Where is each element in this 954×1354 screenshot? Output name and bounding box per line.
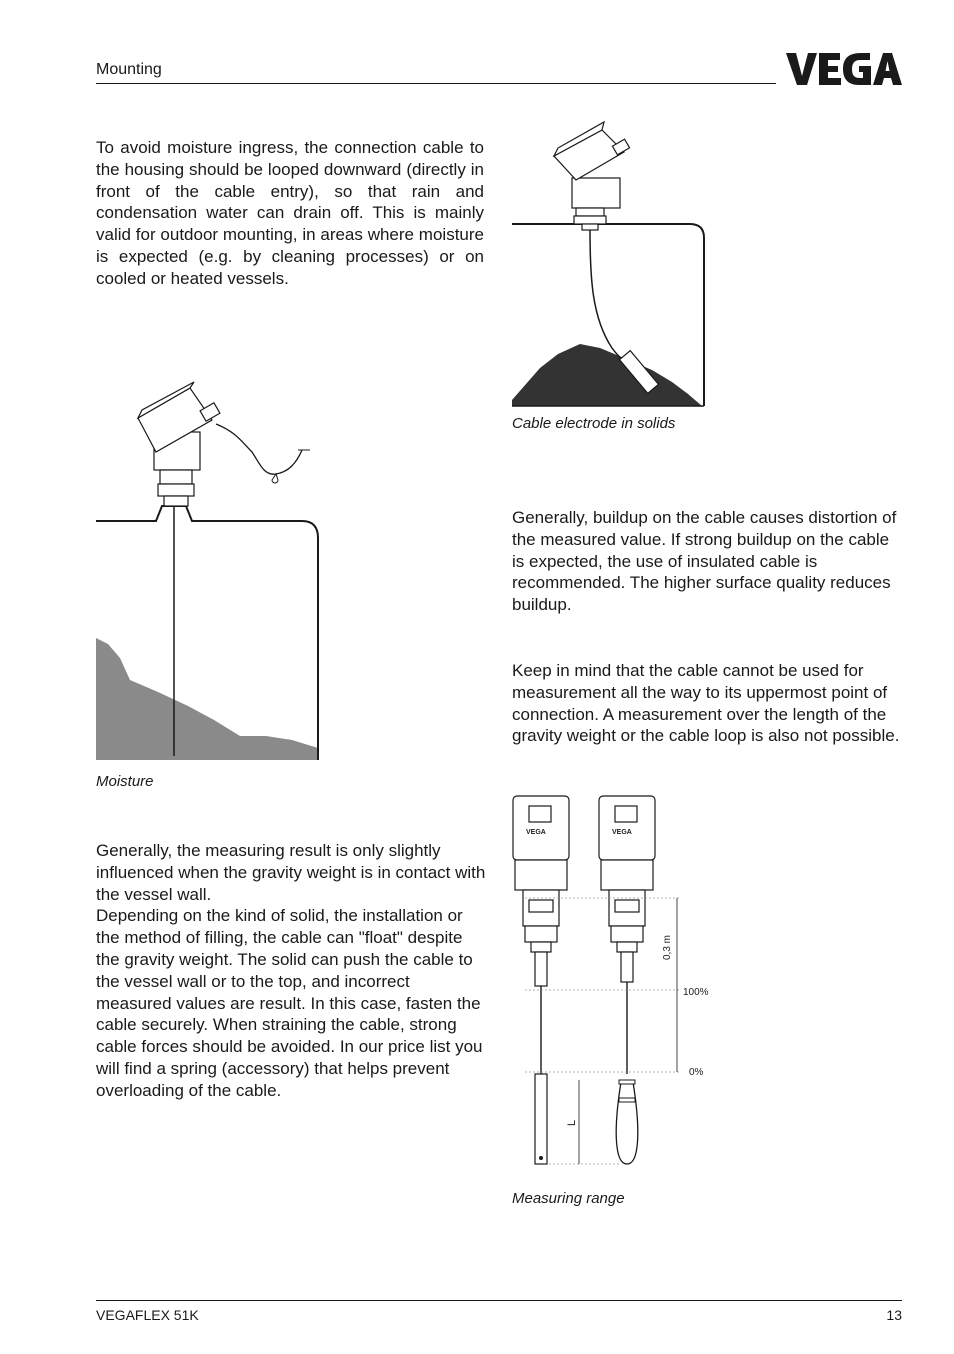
measuring-range-figure [505, 792, 725, 1172]
header-rule [96, 83, 776, 84]
footer-product: VEGAFLEX 51K [96, 1307, 199, 1323]
solids-figure [512, 118, 712, 410]
housing-brand-right: VEGA [612, 829, 632, 836]
housing-brand-left: VEGA [526, 829, 546, 836]
length-label: L [566, 1119, 578, 1126]
full-level-label: 100% [683, 987, 709, 998]
distance-label: 0,3 m [662, 934, 673, 960]
vega-logo [786, 50, 902, 88]
moisture-figure [96, 380, 324, 764]
caption-solids: Cable electrode in solids [512, 415, 676, 432]
empty-level-label: 0% [689, 1067, 704, 1078]
buildup-paragraph: Generally, buildup on the cable causes distortion of the measured value. If strong buildup on the cable is expected, the use of insulated cable is recommended. The higher surface quality reduces buildup. [512, 508, 897, 615]
wall-paragraph: Generally, the measuring result is only slightly influenced when the gravity weight is in contact with the vessel wall. Depending on the kind of solid, the installation or the method of filling, the cable can "float" despite the gravity weight. The solid can push the cable to the vessel wall or to the top, and incorrect measured values are result. In this case, fasten the cable securely. When straining the cable, strong cable forces should be avoided. In our price list you will find a spring (accessory) that helps prevent overloading of the cable. [96, 841, 486, 1100]
page-number: 13 [886, 1307, 902, 1323]
range-paragraph: Keep in mind that the cable cannot be used for measurement all the way to its uppermost point of connection. A measurement over the length of the gravity weight or the cable loop is also not possible. [512, 661, 900, 746]
caption-moisture: Moisture [96, 773, 154, 790]
section-title: Mounting [96, 61, 162, 78]
footer-rule [96, 1300, 902, 1301]
caption-measuring-range: Measuring range [512, 1190, 625, 1207]
moisture-paragraph: To avoid moisture ingress, the connection cable to the housing should be looped downward (directly in front of the cable entry), so that rain and condensation water can drain off. This is mainly valid for outdoor mounting, in areas where moisture is expected (e.g. by cleaning processes) or on cooled or heated vessels. [96, 138, 484, 288]
